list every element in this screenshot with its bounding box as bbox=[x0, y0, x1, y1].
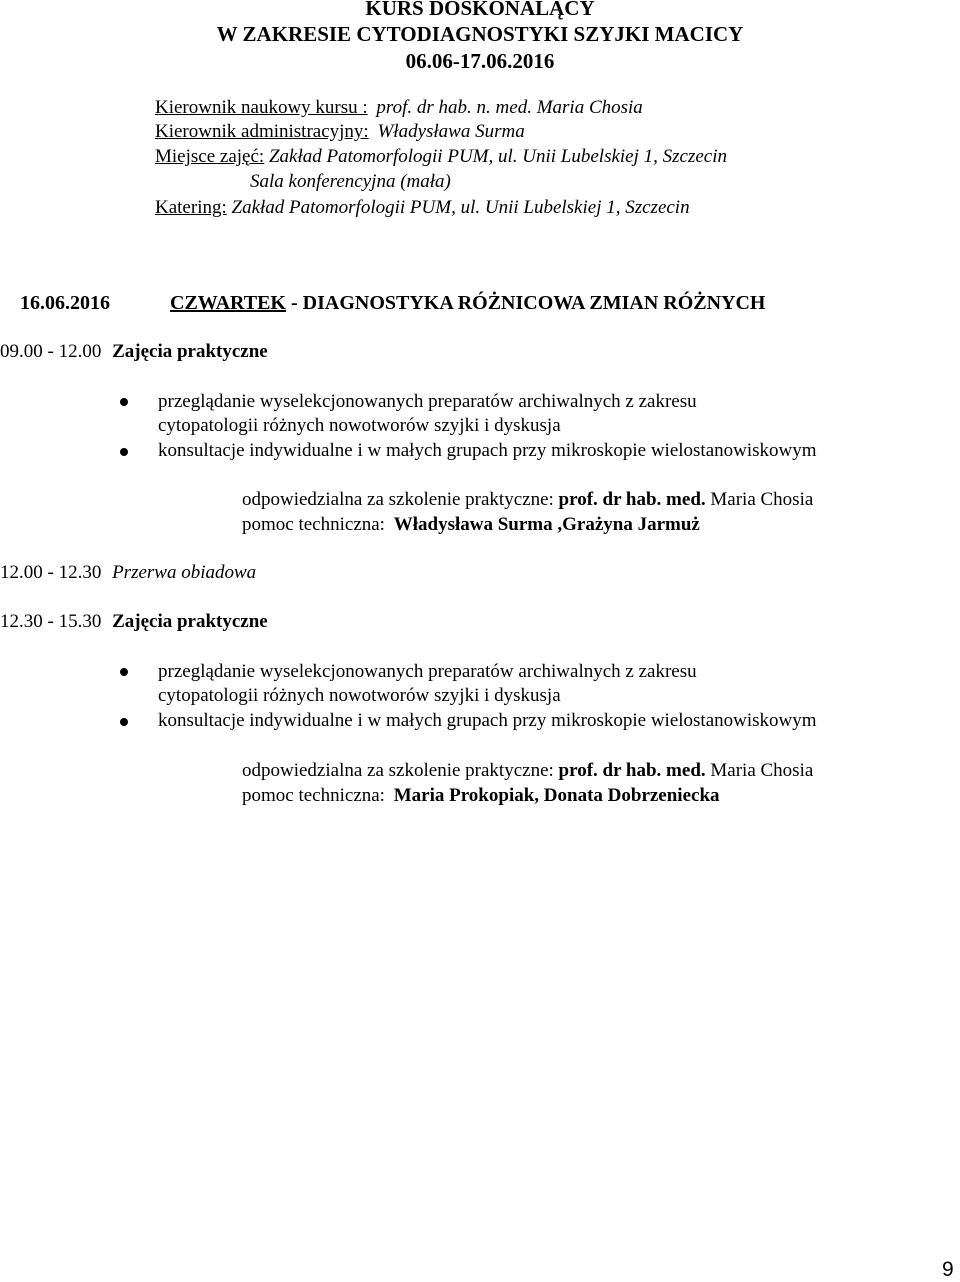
session2-title: Zajęcia praktyczne bbox=[112, 611, 268, 632]
session1-time: 09.00 - 12.00 bbox=[0, 341, 102, 362]
day-date: 16.06.2016 bbox=[20, 292, 110, 314]
session1-help-value: Władysława Surma ,Grażyna Jarmuż bbox=[393, 514, 700, 535]
session1-resp-label: odpowiedzialna za szkolenie praktyczne: bbox=[242, 489, 554, 510]
session1-header bbox=[0, 341, 268, 363]
break-title: Przerwa obiadowa bbox=[112, 562, 257, 583]
session1-bullet2-marker bbox=[120, 448, 128, 456]
day-topic: - DIAGNOSTYKA RÓŻNICOWA ZMIAN RÓŻNYCH bbox=[286, 292, 766, 314]
session1-resp-name: Maria Chosia bbox=[710, 489, 814, 510]
katering-value: Zakład Patomorfologii PUM, ul. Unii Lubelskiej 1, Szczecin bbox=[231, 197, 690, 218]
session1-responsible bbox=[242, 489, 813, 511]
kierownik-admin-value: Władysława Surma bbox=[377, 121, 525, 142]
info-sala: Sala konferencyjna (mała) bbox=[250, 171, 451, 192]
course-dates: 06.06-17.06.2016 bbox=[405, 49, 555, 73]
session2-resp-title: prof. dr hab. med. bbox=[558, 760, 706, 781]
session2-resp-name: Maria Chosia bbox=[710, 760, 814, 781]
session1-help-label: pomoc techniczna: bbox=[242, 514, 385, 535]
info-katering bbox=[155, 197, 690, 219]
kierownik-admin-label: Kierownik administracyjny: bbox=[155, 121, 369, 142]
session2-bullet1-line1: przeglądanie wyselekcjonowanych preparatów archiwalnych z zakresu bbox=[158, 661, 697, 682]
miejsce-value: Zakład Patomorfologii PUM, ul. Unii Lubelskiej 1, Szczecin bbox=[268, 146, 728, 167]
kierownik-naukowy-label: Kierownik naukowy kursu : bbox=[155, 97, 368, 118]
session2-header bbox=[0, 611, 268, 633]
session2-resp-label: odpowiedzialna za szkolenie praktyczne: bbox=[242, 760, 554, 781]
session2-time: 12.30 - 15.30 bbox=[0, 611, 102, 632]
session1-resp-title: prof. dr hab. med. bbox=[558, 489, 706, 510]
session2-help-label: pomoc techniczna: bbox=[242, 785, 385, 806]
katering-label: Katering: bbox=[155, 197, 227, 218]
course-title-line2: W ZAKRESIE CYTODIAGNOSTYKI SZYJKI MACICY bbox=[216, 22, 744, 46]
session2-bullet2: konsultacje indywidualne i w małych grupach przy mikroskopie wielostanowiskowym bbox=[158, 710, 817, 731]
kierownik-naukowy-value: prof. dr hab. n. med. Maria Chosia bbox=[376, 97, 643, 118]
session2-help-value: Maria Prokopiak, Donata Dobrzeniecka bbox=[393, 785, 720, 806]
session1-bullet2: konsultacje indywidualne i w małych grupach przy mikroskopie wielostanowiskowym bbox=[158, 440, 817, 461]
session2-help bbox=[242, 785, 720, 807]
info-kierownik-admin bbox=[155, 121, 525, 143]
day-heading bbox=[170, 292, 766, 315]
course-title-line1: KURS DOSKONALĄCY bbox=[365, 0, 595, 20]
session1-bullet1-marker bbox=[120, 398, 128, 406]
page-number: 9 bbox=[942, 1258, 954, 1281]
break-row bbox=[0, 562, 256, 584]
session2-bullet2-marker bbox=[120, 718, 128, 726]
session1-title: Zajęcia praktyczne bbox=[112, 341, 268, 362]
info-miejsce bbox=[155, 146, 727, 168]
session2-responsible bbox=[242, 760, 813, 782]
session1-help bbox=[242, 514, 700, 536]
miejsce-label: Miejsce zajęć: bbox=[155, 146, 265, 167]
day-weekday: CZWARTEK bbox=[170, 292, 286, 314]
info-kierownik-naukowy bbox=[155, 97, 643, 119]
break-time: 12.00 - 12.30 bbox=[0, 562, 102, 583]
session2-bullet1-line2: cytopatologii różnych nowotworów szyjki i dyskusja bbox=[158, 685, 561, 706]
session1-bullet1-line1: przeglądanie wyselekcjonowanych preparatów archiwalnych z zakresu bbox=[158, 391, 697, 412]
session1-bullet1-line2: cytopatologii różnych nowotworów szyjki i dyskusja bbox=[158, 415, 561, 436]
session2-bullet1-marker bbox=[120, 668, 128, 676]
